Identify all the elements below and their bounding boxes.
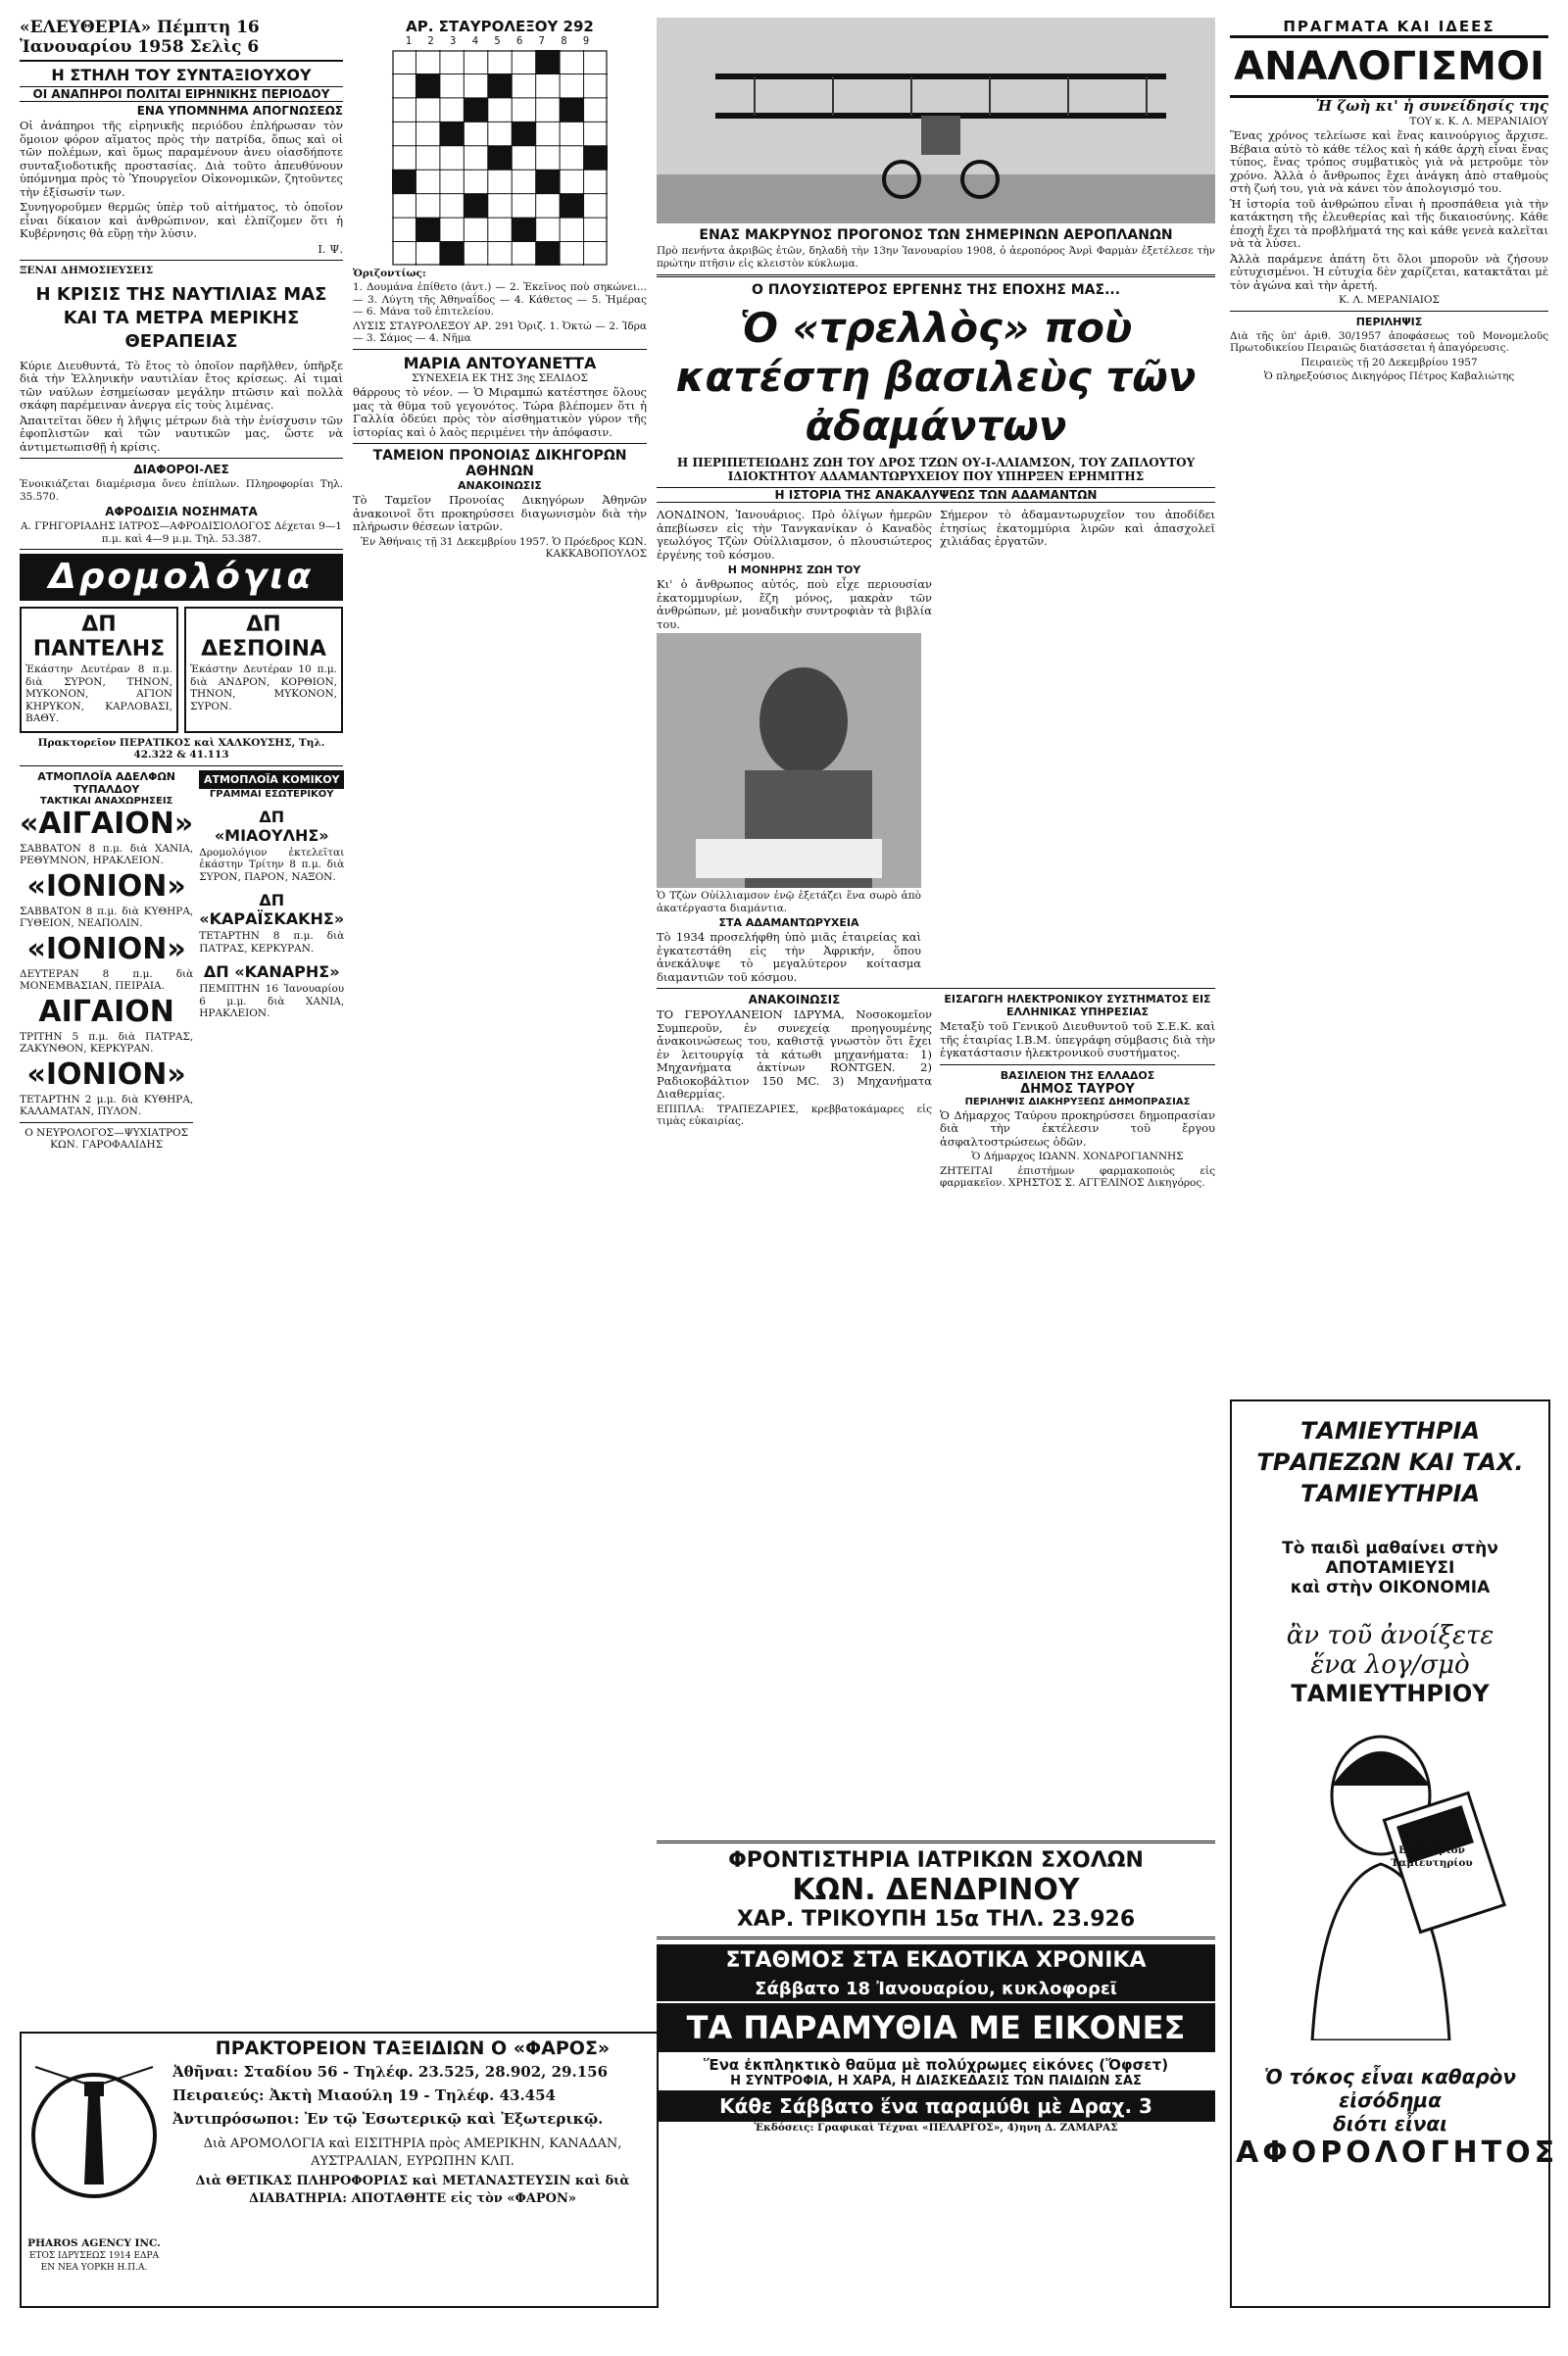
crossword-black-cell xyxy=(488,74,512,97)
ship-aigaion-2: ΑΙΓΑΙΟΝ xyxy=(38,994,174,1029)
travel-athens: Ἀθῆναι: Σταδίου 56 - Τηλέφ. 23.525, 28.902, 29.156 xyxy=(172,2063,609,2081)
diamond-col-left xyxy=(657,507,932,633)
aviation-caption-text: Πρὸ πενήντα ἀκριβῶς ἐτῶν, δηλαδὴ τὴν 13ην Ἰανουαρίου 1908, ὁ ἀεροπόρος Ἀνρὶ Φαρμὰν ἐξετέλεσε τὴν πρώτην πτῆσιν εἰς κλειστὸν κύκλωμα. xyxy=(657,245,1215,270)
chronicle-desc: Ἕνα ἐκπληκτικὸ θαῦμα μὲ πολύχρωμες εἰκόνες (Ὄφσετ) xyxy=(703,2056,1169,2074)
crossword-black-cell xyxy=(536,241,560,265)
diamond-body xyxy=(657,507,1215,633)
savings-title: ΤΑΜΙΕΥΤΗΡΙΑ ΤΡΑΠΕΖΩΝ ΚΑΙ ΤΑΧ. ΤΑΜΙΕΥΤΗΡΙΑ xyxy=(1256,1417,1524,1507)
diamond-sub-1: Η ΜΟΝΗΡΗΣ ΖΩΗ ΤΟΥ xyxy=(727,564,861,576)
tutoring-address: ΧΑΡ. ΤΡΙΚΟΥΠΗ 15α ΤΗΛ. 23.926 xyxy=(736,1907,1136,1932)
ship-kanaris-text: ΠΕΜΠΤΗΝ 16 Ἰανουαρίου 6 μ.μ. διὰ ΧΑΝΙΑ, ΗΡΑΚΛΕΙΟΝ. xyxy=(199,983,345,1019)
fund-sub: ΑΝΑΚΟΙΝΩΣΙΣ xyxy=(458,479,542,492)
lower-center xyxy=(657,993,1215,1192)
travel-piraeus: Πειραιεύς: Ἀκτὴ Μιαούλη 19 - Τηλέφ. 43.454 xyxy=(172,2086,556,2104)
typaldos-column xyxy=(20,770,193,1153)
ship-text: Ἐκάστην Δευτέραν 8 π.μ. διὰ ΣΥΡΟΝ, ΤΗΝΟΝ, ΜΥΚΟΝΟΝ, ΑΓΙΟΝ ΚΗΡΥΚΟΝ, ΚΑΡΛΟΒΑΣΙ, ΒΑΘΥ. xyxy=(25,663,172,724)
travel-routes: Διὰ ΑΡΟΜΟΛΟΓΙΑ καὶ ΕΙΣΙΤΗΡΙΑ πρὸς ΑΜΕΡΙΚΗΝ, ΚΑΝΑΔΑΝ, ΑΥΣΤΡΑΛΙΑΝ, ΕΥΡΩΠΗΝ ΚΛΠ. xyxy=(203,2136,622,2169)
kingdom-small: ΖΗΤΕΙΤΑΙ ἐπιστήμων φαρμακοποιὸς εἰς φαρμακεῖον. ΧΡΗΣΤΟΣ Σ. ΑΓΓΕΛΙΝΟΣ Δικηγόρος. xyxy=(940,1164,1215,1189)
diamond-kicker: Ο ΠΛΟΥΣΙΩΤΕΡΟΣ ΕΡΓΕΝΗΣ ΤΗΣ ΕΠΟΧΗΣ ΜΑΣ... xyxy=(751,282,1121,298)
ideas-sign-2: Ὁ πληρεξούσιος Δικηγόρος Πέτρος Καβαλιώτης xyxy=(1263,370,1515,382)
crossword-black-cell xyxy=(416,74,439,97)
chronicle-footer: Ἐκδόσεις: Γραφικαὶ Τέχναι «ΠΕΛΑΡΓΟΣ», 4)ηνη Δ. ΖΑΜΑΡΑΣ xyxy=(754,2122,1118,2134)
ideas-body-1: Ἕνας χρόνος τελείωσε καὶ ἕνας καινούργιος ἄρχισε. Βέβαια αὐτὸ τὸ κάθε τέλος καὶ ἡ κάθε ἀρχὴ εἶναι ἕνας τύπος, ἕνας τρόπος συμβατικὸς γιὰ νὰ μετροῦμε τὸν χρόνο. Ἀλλὰ ὁ ἄνθρωπος ἔχει ἀνάγκη ἀπὸ σταθμοὺς στὴ ζωή του, γιὰ νὰ κάνει τὸν ἀπολογισμό του. xyxy=(1230,128,1548,195)
chronicle-price: Κάθε Σάββατο ἕνα παραμύθι μὲ Δραχ. 3 xyxy=(657,2090,1215,2122)
savings-hand-3: ΤΑΜΙΕΥΤΗΡΙΟΥ xyxy=(1291,1680,1490,1707)
ship-box-pantelis xyxy=(20,607,178,733)
ship-miaoulis-text: Δρομολόγιον ἐκτελεῖται ἐκάστην Τρίτην 8 π.μ. διὰ ΣΥΡΟΝ, ΠΑΡΟΝ, ΝΑΞΟΝ. xyxy=(199,846,345,883)
savings-hand-2: ἕνα λογ/σμὸ xyxy=(1310,1650,1470,1680)
logo-text: PHAROS AGENCY INC. xyxy=(27,2237,161,2249)
ship-aigaion-text: ΣΑΒΒΑΤΟΝ 8 π.μ. διὰ ΧΑΝΙΑ, ΡΕΘΥΜΝΟΝ, ΗΡΑΚΛΕΙΟΝ. xyxy=(20,842,194,866)
diamond-body-2: Κι' ὁ ἄνθρωπος αὐτός, ποὺ εἶχε περιουσίαν ἑκατομμυρίων, ἔζη μόνος, μακρὰν τῶν ἀνθρώπων, μὲ μοναδικὴν συντροφιὰν τὰ βιβλία του. xyxy=(657,577,932,631)
travel-ad xyxy=(20,2032,659,2308)
retiree-signature: Ι. Ψ. xyxy=(318,241,343,256)
pharos-logo xyxy=(25,2037,163,2275)
line-subtitle: ΤΑΚΤΙΚΑΙ ΑΝΑΧΩΡΗΣΕΙΣ xyxy=(39,795,173,807)
notice-text-2: Α. ΓΡΗΓΟΡΙΑΔΗΣ ΙΑΤΡΟΣ—ΑΦΡΟΔΙΣΙΟΛΟΓΟΣ Δέχεται 9—1 π.μ. καὶ 4—9 μ.μ. Τηλ. 53.387. xyxy=(21,520,342,545)
crossword-solution: ΛΥΣΙΣ ΣΤΑΥΡΟΛΕΞΟΥ ΑΡ. 291 Ὁριζ. 1. Ὀκτώ — 2. Ἰδρα — 3. Σάμος — 4. Νῆμα xyxy=(353,319,647,344)
diamond-deck: Η ΠΕΡΙΠΕΤΕΙΩΔΗΣ ΖΩΗ ΤΟΥ ΔΡΟΣ ΤΖΩΝ ΟΥ-Ι-ΛΛΙΑΜΣΟΝ, ΤΟΥ ΖΑΠΛΟΥΤΟΥ ΙΔΙΟΚΤΗΤΟΥ ΑΔΑΜΑΝΤΩΡΥΧΕΙΟΥ ΠΟΥ ΥΠΗΡΞΕΝ ΕΡΗΜΙΤΗΣ xyxy=(676,456,1196,483)
tutoring-title: ΦΡΟΝΤΙΣΤΗΡΙΑ ΙΑΤΡΙΚΩΝ ΣΧΟΛΩΝ xyxy=(728,1848,1144,1873)
computers-title: ΕΙΣΑΓΩΓΗ ΗΛΕΚΤΡΟΝΙΚΟΥ ΣΥΣΤΗΜΑΤΟΣ ΕΙΣ ΕΛΛΗΝΙΚΑΣ ΥΠΗΡΕΣΙΑΣ xyxy=(944,993,1211,1018)
ideas-sign: Κ. Λ. ΜΕΡΑΝΙΑΙΟΣ xyxy=(1339,294,1440,306)
kingdom-sign: Ὁ Δήμαρχος ΙΩΑΝΝ. ΧΟΝΔΡΟΓΙΑΝΝΗΣ xyxy=(971,1151,1184,1162)
kingdom-sub: ΔΗΜΟΣ ΤΑΥΡΟΥ xyxy=(1020,1081,1135,1097)
ideas-author: ΤΟΥ κ. Κ. Λ. ΜΕΡΑΝΙΑΙΟΥ xyxy=(1409,115,1548,127)
ship-ionion-2: «ΙΟΝΙΟΝ» xyxy=(26,931,186,966)
ship-schedules xyxy=(20,607,343,733)
ship-box-despoina xyxy=(184,607,343,733)
crossword-black-cell xyxy=(560,97,583,121)
ideas-body-3: Ἀλλὰ παράμενε ἀπάτη ὅτι ὅλοι μποροῦν νὰ ζήσουν εὐτυχισμένοι. Ἡ εὐτυχία δὲν χαρίζεται, κατακτᾶται μὲ τὸν ἀγώνα καὶ τὴν ἀρετή. xyxy=(1230,251,1548,292)
ship-ionion-text: ΣΑΒΒΑΤΟΝ 8 π.μ. διὰ ΚΥΘΗΡΑ, ΓΥΘΕΙΟΝ, ΝΕΑΠΟΛΙΝ. xyxy=(20,905,194,929)
kingdom-sub2: ΠΕΡΙΛΗΨΙΣ ΔΙΑΚΗΡΥΞΕΩΣ ΔΗΜΟΠΡΑΣΙΑΣ xyxy=(964,1096,1191,1107)
travel-text xyxy=(172,2037,653,2275)
photo-caption: Ὁ Τζὼν Οὐίλλιαμσον ἐνῷ ἐξετάζει ἕνα σωρὸ ἀπὸ ἀκατέργαστα διαμάντια. xyxy=(657,890,921,914)
computers-body: Μεταξὺ τοῦ Γενικοῦ Διευθυντοῦ τοῦ Σ.Ε.Κ. καὶ τῆς ἑταιρίας Ι.Β.Μ. ὑπεγράφη σύμβασις διὰ τὴν ἐγκατάστασιν ἠλεκτρονικοῦ συστήματος. xyxy=(940,1019,1215,1059)
ideas-sub: Ἡ ζωὴ κι' ἡ συνείδησίς της xyxy=(1315,97,1548,115)
ship-text-2: Ἐκάστην Δευτέραν 10 π.μ. διὰ ΑΝΔΡΟΝ, ΚΟΡΘΙΟΝ, ΤΗΝΟΝ, ΜΥΚΟΝΟΝ, ΣΥΡΟΝ. xyxy=(190,663,337,712)
founded-text: ΕΤΟΣ ΙΔΡΥΣΕΩΣ 1914 ΕΔΡΑ ΕΝ ΝΕΑ ΥΟΡΚΗ Η.Π.Α. xyxy=(28,2250,160,2273)
antoinette-sub: ΣΥΝΕΧΕΙΑ ΕΚ ΤΗΣ 3ης ΣΕΛΙΔΟΣ xyxy=(412,371,588,384)
radium-body: ΤΟ ΓΕΡΟΥΛΑΝΕΙΟΝ ΙΔΡΥΜΑ, Νοσοκομεῖον Συμπεροῦν, ἐν συνεχείᾳ προηγουμένης ἀνακοινώσεως του, καθιστᾷ γνωστὸν ὅτι ἔχει ἐν λειτουργίᾳ τὰ κάτωθι μηχανήματα: 1) Μηχανήματα ἀκτίνων RONTGEN. 2) Ραδιοκοβάλτιον 150 MC. 3) Μηχανήματα Διαθερμίας. xyxy=(657,1007,932,1101)
radium-footer: ΕΠΙΠΛΑ: ΤΡΑΠΕΖΑΡΙΕΣ, κρεββατοκάμαρες εἰς τιμὰς εὐκαιρίας. xyxy=(657,1103,932,1127)
ideas-label-2: ΠΕΡΙΛΗΨΙΣ xyxy=(1355,315,1423,328)
aviation-caption: ΕΝΑΣ ΜΑΚΡΥΝΟΣ ΠΡΟΓΟΝΟΣ ΤΩΝ ΣΗΜΕΡΙΝΩΝ ΑΕΡΟΠΛΑΝΩΝ xyxy=(699,227,1173,243)
crossword-black-cell xyxy=(464,97,487,121)
ideas-date: Πειραιεὺς τῇ 20 Δεκεμβρίου 1957 xyxy=(1300,356,1478,368)
ship-aigaion: «ΑΙΓΑΙΟΝ» xyxy=(20,806,194,841)
ship-miaoulis: ΔΠ «ΜΙΑΟΥΛΗΣ» xyxy=(214,807,329,845)
newspaper-page xyxy=(20,18,1559,2321)
retiree-subhead: ΕΝΑ ΥΠΟΜΝΗΜΑ ΑΠΟΓΝΩΣΕΩΣ xyxy=(136,104,343,118)
travel-reps: Ἀντιπρόσωποι: Ἐν τῷ Ἐσωτερικῷ καὶ Ἐξωτερικῷ. xyxy=(172,2110,604,2128)
ship-kanaris: ΔΠ «ΚΑΝΑΡΗΣ» xyxy=(203,962,340,981)
diamond-body-3: Τὸ 1934 προσελήφθη ὑπὸ μιᾶς ἑταιρείας καὶ ἐγκατεστάθη εἰς τὴν Ἀφρικήν, ὅπου ἀνεκάλυψε τὸ μεγαλύτερον κοίτασμα διαμαντιῶν τοῦ κόσμου. xyxy=(657,930,921,984)
ship-ionion: «ΙΟΝΙΟΝ» xyxy=(26,868,186,904)
crossword-black-cell xyxy=(464,193,487,217)
clues-title: Ὁριζοντίως: xyxy=(353,267,426,279)
line-title: ΑΤΜΟΠΛΟΪΑ ΑΔΕΛΦΩΝ ΤΥΠΑΛΔΟΥ xyxy=(37,769,176,796)
retiree-body-2: Συνηγοροῦμεν θερμῶς ὑπὲρ τοῦ αἰτήματος, τὸ ὁποῖον εἶναι δίκαιον καὶ ἀνθρώπινον, καὶ ἐλπίζομεν ὅτι ἡ Κυβέρνησις θὰ εὕρῃ τὴν λύσιν. xyxy=(20,200,343,240)
retiree-title: Η ΣΤΗΛΗ ΤΟΥ ΣΥΝΤΑΞΙΟΥΧΟΥ xyxy=(51,66,312,84)
travel-title: ΠΡΑΚΤΟΡΕΙΟΝ ΤΑΞΕΙΔΙΩΝ Ο «ΦΑΡΟΣ» xyxy=(215,2037,611,2059)
ship-aigaion-text-2: ΤΡΙΤΗΝ 5 π.μ. διὰ ΠΑΤΡΑΣ, ΖΑΚΥΝΘΟΝ, ΚΕΡΚΥΡΑΝ. xyxy=(20,1030,194,1055)
savings-hand-1: ἂν τοῦ ἀνοίξετε xyxy=(1286,1621,1494,1650)
passbook-text: Βιβλιάριον Ταμιευτηρίου xyxy=(1391,1844,1473,1869)
crossword-black-cell xyxy=(584,145,608,169)
komiko-subtitle: ΓΡΑΜΜΑΙ ΕΣΩΤΕΡΙΚΟΥ xyxy=(209,788,334,800)
fund-sign: Ἐν Ἀθήναις τῇ 31 Δεκεμβρίου 1957. Ὁ Πρόεδρος ΚΩΝ. ΚΑΚΚΑΒΟΠΟΥΛΟΣ xyxy=(360,535,647,560)
ship-name-2: ΔΠ ΔΕΣΠΟΙΝΑ xyxy=(201,613,326,662)
center-column xyxy=(657,18,1215,1192)
crossword-column xyxy=(353,18,647,563)
chronicle-name: ΤΑ ΠΑΡΑΜΥΘΙΑ ΜΕ ΕΙΚΟΝΕΣ xyxy=(657,2003,1215,2052)
ideas-body-2: Ἡ ἱστορία τοῦ ἀνθρώπου εἶναι ἡ προσπάθεια γιὰ τὴν κατάκτηση τῆς ἐλευθερίας καὶ τῆς δικαιοσύνης. Κάθε ἐποχὴ ἔχει τὰ προβλήματά της καὶ κάθε γενεὰ καλεῖται νὰ τὰ λύσει. xyxy=(1230,196,1548,250)
diamond-col-right xyxy=(940,507,1215,633)
retiree-subtitle: ΟΙ ΑΝΑΠΗΡΟΙ ΠΟΛΙΤΑΙ ΕΙΡΗΝΙΚΗΣ ΠΕΡΙΟΔΟΥ xyxy=(20,86,343,102)
kingdom-title: ΒΑΣΙΛΕΙΟΝ ΤΗΣ ΕΛΛΑΔΟΣ xyxy=(1000,1068,1155,1082)
diamond-headline: Ὁ «τρελλὸς» ποὺ κατέστη βασιλεὺς τῶν ἀδαμάντων xyxy=(675,304,1197,450)
notice-title-2: ΑΦΡΟΔΙΣΙΑ ΝΟΣΗΜΑΤΑ xyxy=(105,505,258,518)
right-column xyxy=(1230,18,1548,385)
crossword-black-cell xyxy=(416,218,439,241)
notice-title: ΔΙΑΦΟΡΟΙ-ΛΕΣ xyxy=(133,463,229,476)
tutoring-name: ΚΩΝ. ΔΕΝΔΡΙΝΟΥ xyxy=(792,1873,1080,1907)
diamond-body-4: Σήμερον τὸ ἀδαμαντωρυχεῖον του ἀποδίδει ἐτησίως ἑκατομμύρια λιρῶν καὶ ἀπασχολεῖ χιλιάδας ἐργατῶν. xyxy=(940,508,1215,548)
komiko-column xyxy=(199,770,344,1153)
crossword-black-cell xyxy=(536,50,560,74)
lighthouse-icon xyxy=(25,2037,163,2233)
ship-karaiskakis-text: ΤΕΤΑΡΤΗΝ 8 π.μ. διὰ ΠΑΤΡΑΣ, ΚΕΡΚΥΡΑΝ. xyxy=(199,930,345,955)
crossword-black-cell xyxy=(440,241,464,265)
doctor-ad: Ο ΝΕΥΡΟΛΟΓΟΣ—ΨΥΧΙΑΤΡΟΣ ΚΩΝ. ΓΑΡΟΦΑΛΙΔΗΣ xyxy=(24,1126,189,1151)
travel-misc: Διὰ ΘΕΤΙΚΑΣ ΠΛΗΡΟΦΟΡΙΑΣ καὶ ΜΕΤΑΝΑΣΤΕΥΣΙΝ καὶ διὰ ΔΙΑΒΑΤΗΡΙΑ: ΑΠΟΤΑΘΗΤΕ εἰς τὸν «ΦΑΡΟΝ» xyxy=(195,2174,630,2206)
fund-title: ΤΑΜΕΙΟΝ ΠΡΟΝΟΙΑΣ ΔΙΚΗΓΟΡΩΝ ΑΘΗΝΩΝ xyxy=(372,448,627,479)
savings-line-2: καὶ στὴν ΟΙΚΟΝΟΜΙΑ xyxy=(1290,1578,1491,1597)
retiree-body: Οἱ ἀνάπηροι τῆς εἰρηνικῆς περιόδου ἐπλήρωσαν τὸν ὅμοιον φόρον αἵματος πρὸς τὴν πατρίδα, ὅπως καὶ οἱ τῶν πολέμων, καὶ ὅμως παραμένουν ἀνευ οἰασδήποτε συνταξιοδοτικῆς προστασίας. Διὰ τοῦτο ἀπευθύνουν ὑπόμνημα πρὸς τὸ Ὑπουργεῖον Οἰκονομικῶν, ζητοῦντες τὴν ἐξίσωσίν των. xyxy=(20,119,343,199)
kingdom-body: Ὁ Δήμαρχος Ταύρου προκηρύσσει δημοπρασίαν διὰ τὴν ἐκτέλεσιν τοῦ ἔργου ἀσφαλτοστρώσεως ὁδῶν. xyxy=(940,1107,1215,1149)
ship-ionion-text-3: ΤΕΤΑΡΤΗΝ 2 μ.μ. διὰ ΚΥΘΗΡΑ, ΚΑΛΑΜΑΤΑΝ, ΠΥΛΟΝ. xyxy=(20,1093,194,1117)
crossword-black-cell xyxy=(536,170,560,193)
shipping-title: Η ΚΡΙΣΙΣ ΤΗΣ ΝΑΥΤΙΛΙΑΣ ΜΑΣ ΚΑΙ ΤΑ ΜΕΤΡΑ ΜΕΡΙΚΗΣ ΘΕΡΑΠΕΙΑΣ xyxy=(35,283,327,352)
shipping-label: ΞΕΝΑΙ ΔΗΜΟΣΙΕΥΣΕΙΣ xyxy=(20,265,154,276)
savings-footer-1: Ὁ τόκος εἶναι καθαρὸν εἰσόδημα xyxy=(1263,2065,1517,2112)
diamond-sub-2: ΣΤΑ ΑΔΑΜΑΝΤΩΡΥΧΕΙΑ xyxy=(718,916,859,929)
antoinette-title: ΜΑΡΙΑ ΑΝΤΟΥΑΝΕΤΤΑ xyxy=(403,353,597,372)
line-schedules xyxy=(20,770,343,1153)
ship-ionion-text-2: ΔΕΥΤΕΡΑΝ 8 π.μ. διὰ ΜΟΝΕΜΒΑΣΙΑΝ, ΠΕΙΡΑΙΑ. xyxy=(20,967,194,992)
ideas-kicker: ΠΡΑΓΜΑΤΑ ΚΑΙ ΙΔΕΕΣ xyxy=(1283,18,1495,35)
computers-column xyxy=(940,993,1215,1192)
crossword-numbers: 1 2 3 4 5 6 7 8 9 xyxy=(405,35,595,47)
crossword-grid xyxy=(392,50,608,266)
savings-footer-3: ΑΦΟΡΟΛΟΓΗΤΟΣ xyxy=(1236,2135,1559,2170)
radium-title: ΑΝΑΚΟΙΝΩΣΙΣ xyxy=(748,993,841,1006)
ship-ionion-3: «ΙΟΝΙΟΝ» xyxy=(26,1056,186,1092)
crossword-black-cell xyxy=(512,218,535,241)
clues-text: 1. Δουμάνα ἐπίθετο (ἀντ.) — 2. Ἐκεῖνος ποὺ σηκώνει... — 3. Λύγτη τῆς Ἀθηναΐδος — 4. Κάθετος — 5. Ἡμέρας — 6. Μάνα τοῦ ἐπιτελείου. xyxy=(353,281,647,318)
shipping-body-2: Ἀπαιτεῖται ὅθεν ἡ λῆψις μέτρων διὰ τὴν ἐνίσχυσιν τῶν ἐφοπλιστῶν καὶ τῶν ναυτικῶν μας, ὥστε νὰ ἀντιμετωπισθῇ ἡ κρίσις. xyxy=(20,413,343,454)
diamond-story: Η ΙΣΤΟΡΙΑ ΤΗΣ ΑΝΑΚΑΛΥΨΕΩΣ ΤΩΝ ΑΔΑΜΑΝΤΩΝ xyxy=(657,487,1215,503)
crossword-black-cell xyxy=(440,122,464,145)
shipping-body: Κύριε Διευθυντά, Τὸ ἔτος τὸ ὁποῖον παρῆλθεν, ὑπῆρξε διὰ τὴν Ἑλληνικὴν ναυτιλίαν ἔτος κρίσεως. Αἱ τιμαὶ τῶν ναύλων ἐσημείωσαν μεγάλην πτῶσιν καὶ πολλὰ σκάφη παρέμειναν ἀνεργα εἰς τοὺς λιμένας. xyxy=(20,358,343,412)
ship-agent: Πρακτορεῖον ΠΕΡΑΤΙΚΟΣ καὶ ΧΑΛΚΟΥΣΗΣ, Τηλ. 42.322 & 41.113 xyxy=(37,736,325,761)
ship-name: ΔΠ ΠΑΝΤΕΛΗΣ xyxy=(32,613,166,662)
savings-footer-2: διότι εἶναι xyxy=(1333,2112,1447,2135)
chronicle-title: ΣΤΑΘΜΟΣ ΣΤΑ ΕΚΔΟΤΙΚΑ ΧΡΟΝΙΚΑ xyxy=(657,1944,1215,1977)
crossword-black-cell xyxy=(392,170,416,193)
savings-line-1: Τὸ παιδὶ μαθαίνει στὴν ΑΠΟΤΑΜΙΕΥΣΙ xyxy=(1282,1539,1498,1578)
chronicle-date: Σάββατο 18 Ἰανουαρίου, κυκλοφορεῖ xyxy=(657,1977,1215,2001)
radium-column xyxy=(657,993,932,1192)
ideas-title: ΑΝΑΛΟΓΙΣΜΟΙ xyxy=(1230,35,1548,98)
masthead: «ΕΛΕΥΘΕΡΙΑ» Πέμπτη 16 Ἰανουαρίου 1958 Σελὶς 6 xyxy=(20,18,343,62)
crossword-black-cell xyxy=(512,122,535,145)
girl-illustration xyxy=(1244,1717,1538,2040)
center-ads xyxy=(657,1836,1215,2135)
antoinette-body: θάρρους τὸ νέον. — Ὁ Μιραμπώ κατέστησε ὅλους μας τὰ θῦμα τοῦ γεγονότος. Τώρα βλέπομεν ὅτι ἡ Γαλλία ὁδεύει πρὸς τὸν αἰσθηματικὸν γύρον τῆς ἱστορίας καὶ ὁ λαὸς περιμένει τὴν ἀπόφασιν. xyxy=(353,385,647,439)
crossword-black-cell xyxy=(560,193,583,217)
schedules-banner: Δρομολόγια xyxy=(20,554,343,601)
ideas-body-4: Διὰ τῆς ὑπ' ἀριθ. 30/1957 ἀποφάσεως τοῦ Μονομελοῦς Πρωτοδικείου Πειραιῶς διατάσσεται ἡ ἀπαγόρευσις. xyxy=(1230,329,1548,354)
crossword-title: ΑΡ. ΣΤΑΥΡΟΛΕΞΟΥ 292 xyxy=(406,18,594,35)
left-column xyxy=(20,18,343,1153)
savings-ad xyxy=(1230,1399,1559,2308)
crossword-black-cell xyxy=(488,145,512,169)
ship-karaiskakis: ΔΠ «ΚΑΡΑΪΣΚΑΚΗΣ» xyxy=(199,891,345,928)
diamond-body-1: ΛΟΝΔΙΝΟΝ, Ἰανουάριος. Πρὸ ὀλίγων ἡμερῶν ἀπεβίωσεν εἰς τὴν Τανγκανίκαν ὁ Καναδὸς γεωλόγος Τζὼν Οὐίλλιαμσον, ὁ πλουσιώτερος ἐργένης τοῦ κόσμου. xyxy=(657,508,932,562)
komiko-title: ΑΤΜΟΠΛΟΪΑ ΚΟΜΙΚΟΥ xyxy=(199,770,344,789)
chronicle-joy: Η ΣΥΝΤΡΟΦΙΑ, Η ΧΑΡΑ, Η ΔΙΑΣΚΕΔΑΣΙΣ ΤΩΝ ΠΑΙΔΙΩΝ ΣΑΣ xyxy=(730,2074,1142,2088)
williamson-photo xyxy=(657,633,921,888)
fund-body: Τὸ Ταμεῖον Προνοίας Δικηγόρων Ἀθηνῶν ἀνακοινοῖ ὅτι προκηρύσσει διαγωνισμὸν διὰ τὴν πλήρωσιν θέσεων ἰατρῶν. xyxy=(353,493,647,533)
airplane-photo xyxy=(657,18,1215,223)
notice-text: Ἐνοικιάζεται διαμέρισμα ὄνευ ἐπίπλων. Πληροφορίαι Τηλ. 35.570. xyxy=(20,478,343,503)
